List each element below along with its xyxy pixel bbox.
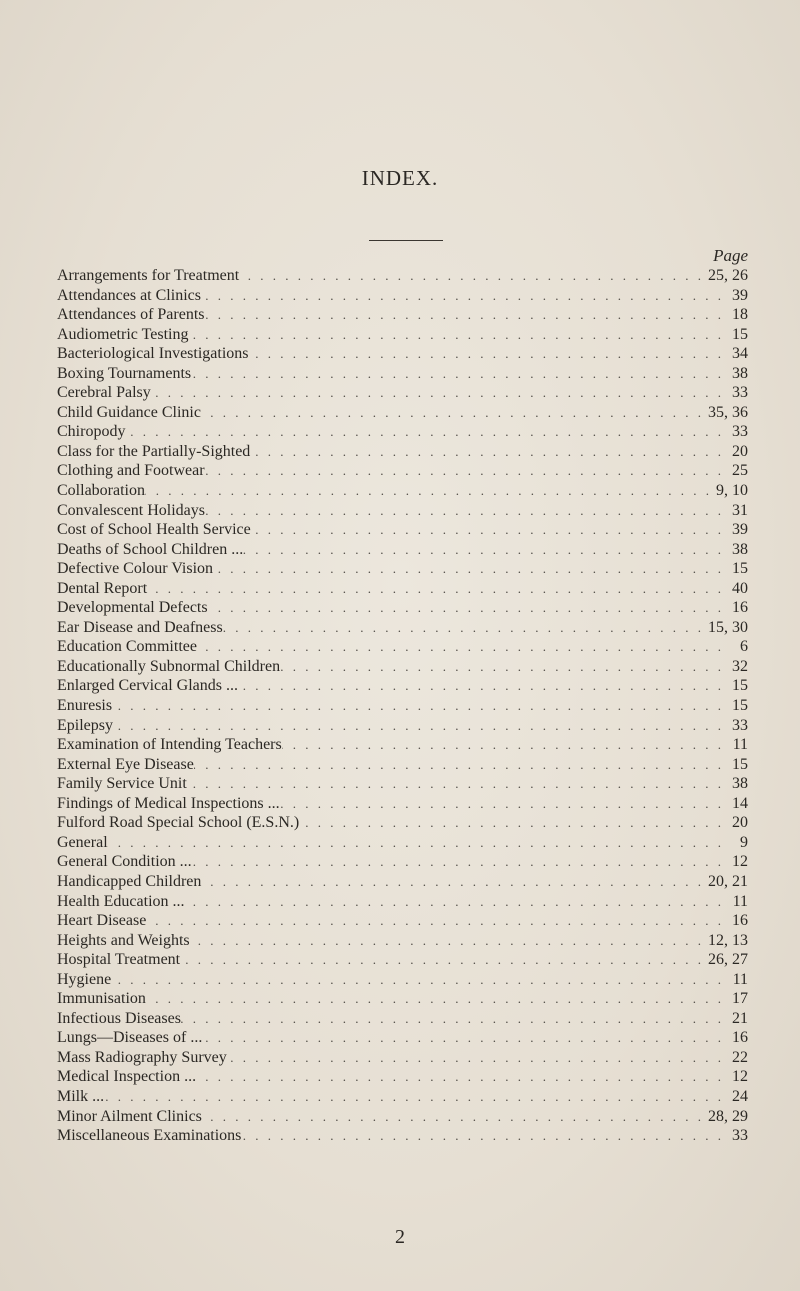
leader-dots (213, 559, 728, 579)
leader-dots (180, 950, 708, 970)
leader-dots (146, 911, 728, 931)
index-entry (57, 676, 748, 696)
entry-page: 33 (732, 716, 748, 734)
entry-page: 35, 36 (708, 403, 748, 421)
index-entry (57, 774, 748, 794)
index-entry (57, 716, 748, 736)
index-entry (57, 637, 748, 657)
entry-label: Audiometric Testing (57, 325, 189, 343)
leader-dots (250, 442, 728, 462)
entry-label: Epilepsy (57, 716, 113, 734)
entry-page: 12 (732, 1068, 748, 1086)
entry-page: 32 (732, 657, 748, 675)
index-entry (57, 1126, 748, 1146)
index-entry (57, 892, 748, 912)
index-entry (57, 383, 748, 403)
entry-label: Clothing and Footwear (57, 462, 205, 480)
entry-page: 15 (732, 325, 748, 343)
entry-label: Arrangements for Treatment (57, 267, 240, 284)
leader-dots (223, 618, 708, 638)
page-column-heading: Page (713, 246, 748, 265)
leader-dots (196, 1067, 728, 1087)
entry-label: Findings of Medical Inspections ... (57, 794, 280, 812)
leader-dots (280, 794, 728, 814)
title-rule (369, 240, 443, 241)
entry-page: 15 (732, 677, 748, 695)
index-entry (57, 1028, 748, 1048)
page-number: 2 (395, 1226, 405, 1248)
entry-page: 15 (732, 560, 748, 578)
entry-label: Cost of School Health Service (57, 521, 251, 539)
index-entry (57, 833, 748, 853)
leader-dots (238, 676, 728, 696)
entry-label: Immunisation (57, 990, 146, 1008)
leader-dots (201, 403, 708, 423)
leader-dots (112, 696, 728, 716)
entry-label: Miscellaneous Examinations (57, 1127, 242, 1145)
page-title: INDEX. (361, 166, 439, 190)
index-entry (57, 696, 748, 716)
entry-label: Cerebral Palsy (57, 384, 151, 402)
entry-label: Examination of Intending Teachers (57, 736, 282, 754)
leader-dots (125, 422, 728, 442)
leader-dots (205, 501, 728, 521)
leader-dots (181, 1009, 728, 1029)
entry-page: 17 (732, 990, 748, 1008)
entry-label: Milk ... (57, 1087, 105, 1105)
leader-dots (108, 833, 728, 853)
entry-page: 16 (732, 912, 748, 930)
leader-dots (201, 872, 708, 892)
leader-dots (282, 735, 728, 755)
entry-page: 20 (732, 814, 748, 832)
index-entry (57, 422, 748, 442)
index-entry (57, 755, 748, 775)
entry-page: 18 (732, 306, 748, 324)
index-entry (57, 540, 748, 560)
leader-dots (243, 540, 728, 560)
entry-label: Enlarged Cervical Glands ... (57, 677, 238, 695)
index-entry (57, 344, 748, 364)
index-entry (57, 501, 748, 521)
index-entries (57, 266, 748, 1146)
entry-label: Defective Colour Vision (57, 560, 214, 578)
index-entry (57, 794, 748, 814)
entry-page: 14 (732, 794, 748, 812)
leader-dots (188, 325, 728, 345)
entry-label: Fulford Road Special School (E.S.N.) (57, 814, 300, 832)
leader-dots (146, 989, 728, 1009)
entry-label: Medical Inspection ... (57, 1068, 197, 1086)
entry-label: Collaboration (57, 482, 145, 500)
entry-page: 33 (732, 1127, 748, 1145)
entry-label: Child Guidance Clinic (57, 403, 201, 421)
entry-page: 22 (732, 1048, 748, 1066)
index-entry (57, 1087, 748, 1107)
entry-page: 28, 29 (708, 1107, 748, 1125)
entry-page: 39 (732, 286, 748, 304)
entry-page: 38 (732, 364, 748, 382)
entry-page: 38 (732, 540, 748, 558)
entry-label: Convalescent Holidays (57, 501, 205, 519)
leader-dots (241, 1126, 728, 1146)
entry-label: Developmental Defects (57, 599, 208, 617)
entry-label: Heart Disease (57, 912, 147, 930)
entry-label: External Eye Disease (57, 755, 194, 773)
index-entry (57, 364, 748, 384)
entry-page: 11 (732, 736, 748, 754)
entry-label: Attendances of Parents (57, 306, 205, 324)
entry-label: Lungs—Diseases of ... (57, 1029, 203, 1047)
entry-label: Hospital Treatment (57, 951, 181, 969)
leader-dots (113, 716, 728, 736)
leader-dots (192, 852, 728, 872)
entry-label: Attendances at Clinics (57, 286, 201, 304)
entry-page: 25 (732, 462, 748, 480)
index-entry (57, 950, 748, 970)
index-entry (57, 266, 748, 286)
entry-page: 34 (732, 345, 748, 363)
leader-dots (187, 774, 728, 794)
entry-page: 15 (732, 697, 748, 715)
leader-dots (147, 579, 728, 599)
entry-page: 11 (732, 970, 748, 988)
entry-page: 20, 21 (708, 872, 748, 890)
entry-label: Education Committee (57, 638, 197, 656)
entry-page: 16 (732, 599, 748, 617)
leader-dots (151, 383, 728, 403)
entry-page: 31 (732, 501, 748, 519)
entry-label: Deaths of School Children ... (57, 540, 244, 558)
entry-label: Hygiene (57, 970, 112, 988)
index-entry (57, 520, 748, 540)
leader-dots (194, 755, 728, 775)
leader-dots (249, 344, 729, 364)
entry-page: 6 (740, 638, 748, 656)
leader-dots (205, 461, 728, 481)
leader-dots (227, 1048, 728, 1068)
index-entry (57, 461, 748, 481)
entry-label: Handicapped Children (57, 872, 202, 890)
index-entry (57, 403, 748, 423)
entry-label: Health Education ... (57, 892, 185, 910)
index-entry (57, 989, 748, 1009)
leader-dots (104, 1087, 728, 1107)
entry-label: Bacteriological Investigations (57, 345, 249, 363)
entry-label: Dental Report (57, 579, 148, 597)
entry-page: 33 (732, 384, 748, 402)
entry-page: 20 (732, 442, 748, 460)
entry-page: 39 (732, 521, 748, 539)
entry-page: 38 (732, 775, 748, 793)
entry-page: 15 (732, 755, 748, 773)
entry-label: Boxing Tournaments (57, 364, 192, 382)
entry-label: Chiropody (57, 423, 126, 441)
entry-label: Heights and Weights (57, 931, 190, 949)
entry-page: 9, 10 (716, 482, 748, 500)
leader-dots (299, 813, 728, 833)
leader-dots (208, 598, 728, 618)
leader-dots (251, 520, 728, 540)
entry-label: General (57, 833, 108, 851)
index-entry (57, 813, 748, 833)
leader-dots (185, 892, 728, 912)
index-entry (57, 735, 748, 755)
entry-page: 11 (732, 892, 748, 910)
index-entry (57, 579, 748, 599)
index-entry (57, 305, 748, 325)
index-entry (57, 598, 748, 618)
leader-dots (202, 1028, 728, 1048)
leader-dots (202, 1107, 708, 1127)
entry-page: 33 (732, 423, 748, 441)
index-entry (57, 559, 748, 579)
entry-page: 12, 13 (708, 931, 748, 949)
entry-page: 25, 26 (708, 267, 748, 284)
leader-dots (190, 931, 708, 951)
leader-dots (145, 481, 716, 501)
entry-page: 9 (740, 833, 748, 851)
entry-page: 24 (732, 1087, 748, 1105)
index-entry (57, 1048, 748, 1068)
entry-label: Infectious Diseases (57, 1009, 181, 1027)
entry-label: Enuresis (57, 697, 113, 715)
entry-page: 26, 27 (708, 951, 748, 969)
leader-dots (191, 364, 728, 384)
entry-page: 40 (732, 579, 748, 597)
index-entry (57, 1009, 748, 1029)
entry-label: Minor Ailment Clinics (57, 1107, 202, 1125)
entry-page: 16 (732, 1029, 748, 1047)
index-entry (57, 931, 748, 951)
entry-page: 15, 30 (708, 618, 748, 636)
index-entry (57, 481, 748, 501)
entry-label: General Condition ... (57, 853, 192, 871)
entry-label: Ear Disease and Deafness (57, 618, 223, 636)
entry-label: Class for the Partially-Sighted (57, 442, 251, 460)
index-entry (57, 872, 748, 892)
leader-dots (280, 657, 728, 677)
entry-label: Educationally Subnormal Children (57, 657, 281, 675)
index-entry (57, 1107, 748, 1127)
leader-dots (205, 305, 728, 325)
index-entry (57, 970, 748, 990)
index-entry (57, 657, 748, 677)
index-entry (57, 618, 748, 638)
leader-dots (111, 970, 728, 990)
entry-label: Family Service Unit (57, 775, 187, 793)
index-entry (57, 325, 748, 345)
index-entry (57, 442, 748, 462)
index-entry (57, 852, 748, 872)
leader-dots (201, 286, 728, 306)
index-entry (57, 911, 748, 931)
index-entry (57, 1067, 748, 1087)
entry-page: 12 (732, 853, 748, 871)
entry-page: 21 (732, 1009, 748, 1027)
leader-dots (197, 637, 728, 657)
entry-label: Mass Radiography Survey (57, 1048, 227, 1066)
leader-dots (239, 266, 708, 286)
index-entry (57, 286, 748, 306)
